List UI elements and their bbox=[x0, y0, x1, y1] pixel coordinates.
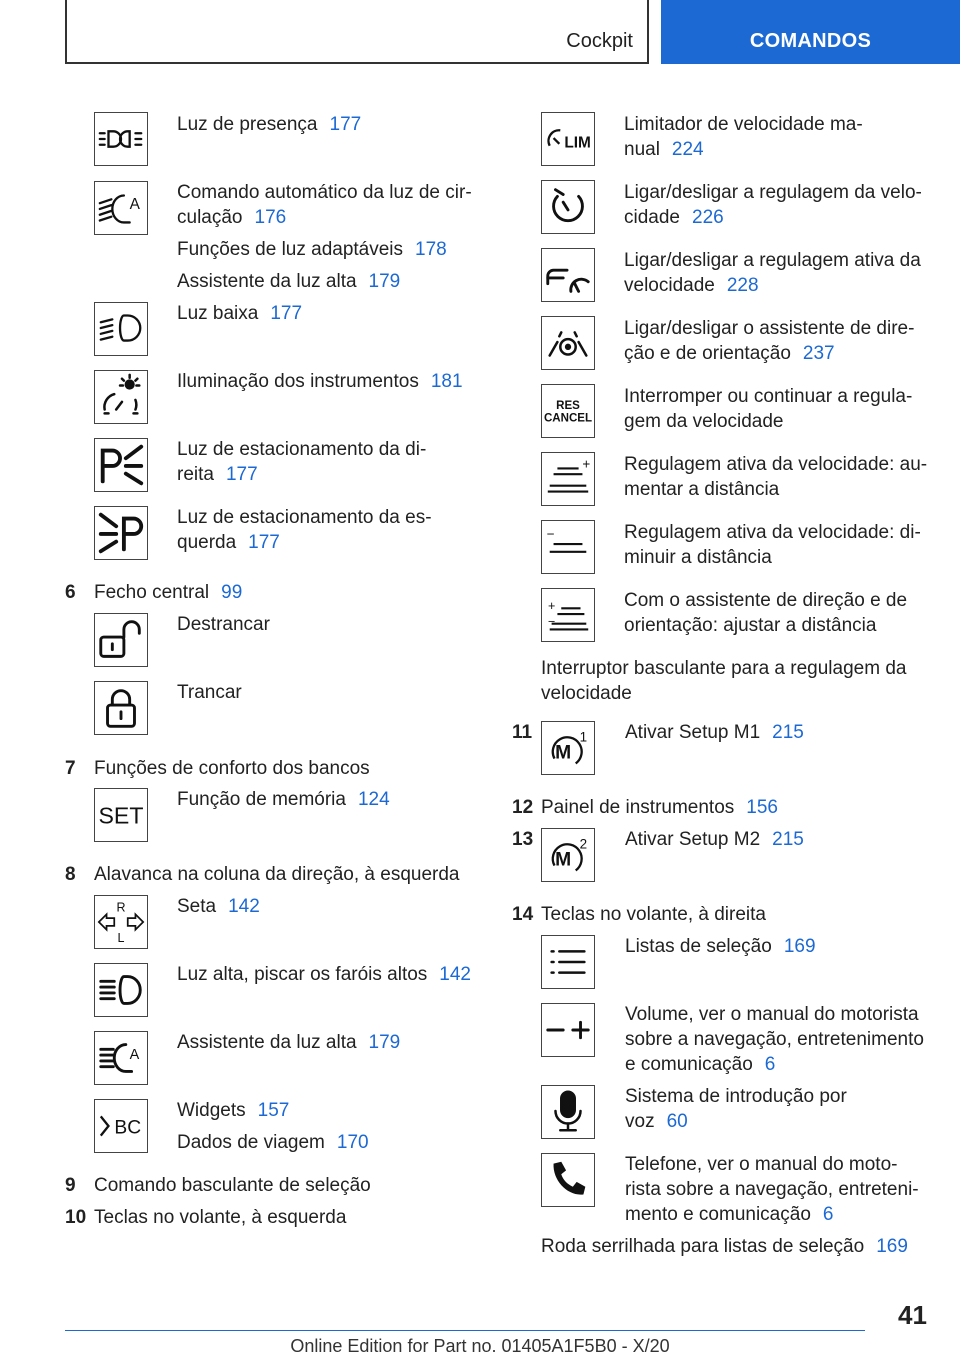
entry-text: Luz de estacionamento da es- bbox=[177, 507, 432, 528]
item-number: 12 bbox=[512, 797, 534, 818]
page-link[interactable]: 224 bbox=[671, 139, 704, 160]
entry-text: velocidade bbox=[541, 683, 632, 704]
entry-limitador bbox=[624, 112, 863, 162]
entry-diminuir-distancia bbox=[624, 520, 921, 570]
svg-text:RES: RES bbox=[556, 400, 580, 413]
entry-text: velocidade bbox=[624, 275, 715, 296]
entry-aumentar-distancia bbox=[624, 452, 927, 502]
entry-fecho-central bbox=[94, 580, 242, 605]
page-link[interactable]: 124 bbox=[357, 789, 390, 810]
svg-text:BC: BC bbox=[114, 1117, 142, 1139]
page-link[interactable]: 237 bbox=[802, 343, 835, 364]
page-link[interactable]: 226 bbox=[692, 207, 724, 228]
page-link[interactable]: 177 bbox=[248, 532, 280, 553]
entry-luz-adaptavel bbox=[177, 237, 447, 262]
entry-text: Ativar Setup M1 bbox=[625, 722, 761, 743]
entry-comando-automatico bbox=[177, 180, 472, 230]
entry-text: ção e de orientação bbox=[624, 343, 791, 364]
turn-signal-icon bbox=[94, 895, 148, 949]
item-number: 13 bbox=[512, 829, 534, 850]
cruise-control-icon bbox=[541, 180, 595, 234]
parking-light-icon bbox=[94, 112, 148, 166]
entry-regulagem-velocidade bbox=[624, 180, 922, 230]
bc-button-icon bbox=[94, 1099, 148, 1153]
entry-text: Luz de presença bbox=[177, 114, 318, 135]
svg-text:LIM: LIM bbox=[564, 134, 591, 152]
footer bbox=[0, 1336, 960, 1357]
item-number: 10 bbox=[65, 1207, 87, 1228]
entry-text: Interromper ou continuar a regula- bbox=[624, 386, 913, 407]
entry-text: Funções de luz adaptáveis bbox=[177, 239, 404, 260]
entry-luz-alta bbox=[177, 962, 471, 987]
svg-text:−: − bbox=[547, 614, 556, 629]
entry-interruptor-basculante bbox=[541, 656, 906, 706]
svg-text:M: M bbox=[555, 742, 572, 764]
entry-text: Telefone, ver o manual do moto- bbox=[625, 1154, 898, 1175]
entry-text: Luz de estacionamento da di- bbox=[177, 439, 427, 460]
item-number: 7 bbox=[65, 758, 76, 779]
entry-text: rista sobre a navegação, entreteni- bbox=[625, 1179, 919, 1200]
svg-text:SET: SET bbox=[98, 802, 144, 829]
entry-seta bbox=[177, 894, 260, 919]
header-chapter: COMANDOS bbox=[749, 30, 872, 52]
entry-text: Interruptor basculante para a regulagem da bbox=[541, 658, 907, 679]
page-link[interactable]: 99 bbox=[221, 582, 243, 603]
entry-text: Listas de seleção bbox=[625, 936, 772, 957]
entry-assistente-luz-alta bbox=[177, 269, 400, 294]
entry-text: Ligar/desligar a regulagem ativa da bbox=[624, 250, 921, 271]
distance-adjust-icon bbox=[541, 588, 595, 642]
page-link[interactable]: 215 bbox=[772, 829, 804, 850]
entry-introducao-voz bbox=[625, 1084, 847, 1134]
volume-icon bbox=[541, 1003, 595, 1057]
res-cancel-icon bbox=[541, 384, 595, 438]
entry-text: Comando automático da luz de cir- bbox=[177, 182, 472, 203]
entry-text: Dados de viagem bbox=[177, 1132, 325, 1153]
header-chapter-tab bbox=[661, 0, 960, 64]
parking-light-right-icon bbox=[94, 438, 148, 492]
low-beam-icon bbox=[94, 302, 148, 356]
entry-luz-baixa bbox=[177, 301, 302, 326]
entry-text: culação bbox=[177, 207, 243, 228]
svg-text:1: 1 bbox=[579, 729, 588, 745]
page-link[interactable]: 169 bbox=[783, 936, 816, 957]
entry-text: minuir a distância bbox=[624, 547, 772, 568]
page-link[interactable]: 142 bbox=[228, 896, 260, 917]
page-number: 41 bbox=[898, 1300, 927, 1330]
speed-limiter-icon bbox=[541, 112, 595, 166]
entry-comando-basculante: Comando basculante de seleção bbox=[94, 1175, 371, 1196]
entry-text: querda bbox=[177, 532, 237, 553]
entry-text: Sistema de introdução por bbox=[625, 1086, 847, 1107]
entry-text: Ativar Setup M2 bbox=[625, 829, 761, 850]
page-link[interactable]: 169 bbox=[876, 1236, 908, 1257]
entry-trancar: Trancar bbox=[177, 682, 242, 703]
automatic-headlight-icon bbox=[94, 181, 148, 235]
entry-text: Roda serrilhada para listas de seleção bbox=[541, 1236, 865, 1257]
entry-text: Regulagem ativa da velocidade: di- bbox=[624, 522, 921, 543]
footer-divider bbox=[65, 1330, 865, 1331]
page-link[interactable]: 157 bbox=[257, 1100, 290, 1121]
distance-decrease-icon bbox=[541, 520, 595, 574]
entry-text: mentar a distância bbox=[624, 479, 780, 500]
entry-dados-viagem bbox=[177, 1130, 369, 1155]
entry-text: Com o assistente de direção e de bbox=[624, 590, 908, 611]
entry-text: Painel de instrumentos bbox=[541, 797, 735, 818]
header-section-box bbox=[65, 0, 649, 64]
item-number: 9 bbox=[65, 1175, 76, 1196]
svg-text:CANCEL: CANCEL bbox=[543, 412, 593, 425]
steering-assistant-icon bbox=[541, 316, 595, 370]
entry-text: Regulagem ativa da velocidade: au- bbox=[624, 454, 928, 475]
entry-text: Fecho central bbox=[94, 582, 210, 603]
high-beam-assistant-icon bbox=[94, 1031, 148, 1085]
entry-assistente-direcao bbox=[624, 316, 914, 366]
page-link[interactable]: 142 bbox=[439, 964, 471, 985]
svg-text:2: 2 bbox=[579, 836, 588, 852]
entry-luz-presenca bbox=[177, 112, 361, 137]
microphone-icon bbox=[541, 1085, 595, 1139]
entry-text: voz bbox=[625, 1111, 655, 1132]
page-link[interactable]: 179 bbox=[368, 1032, 401, 1053]
page-link[interactable]: 170 bbox=[336, 1132, 369, 1153]
page-link[interactable]: 178 bbox=[415, 239, 447, 260]
page-link[interactable]: 60 bbox=[666, 1111, 688, 1132]
setup-m2-icon bbox=[541, 828, 595, 882]
entry-widgets bbox=[177, 1098, 289, 1123]
page-link[interactable]: 177 bbox=[329, 114, 362, 135]
svg-text:+: + bbox=[582, 456, 591, 472]
entry-estacionamento-esquerda bbox=[177, 505, 432, 555]
entry-setup-m2 bbox=[625, 827, 804, 852]
entry-teclas-direita: Teclas no volante, à direita bbox=[541, 904, 766, 925]
entry-regulagem-ativa bbox=[624, 248, 921, 298]
entry-volume bbox=[625, 1002, 924, 1077]
entry-painel-instrumentos bbox=[541, 795, 778, 820]
page-link[interactable]: 181 bbox=[430, 371, 463, 392]
entry-text: nual bbox=[624, 139, 660, 160]
item-number: 8 bbox=[65, 864, 76, 885]
high-beam-icon bbox=[94, 963, 148, 1017]
svg-text:−: − bbox=[546, 526, 555, 542]
entry-funcao-memoria bbox=[177, 787, 390, 812]
setup-m1-icon bbox=[541, 721, 595, 775]
entry-destrancar: Destrancar bbox=[177, 614, 270, 635]
entry-assistente-luz-alta-2 bbox=[177, 1030, 400, 1055]
instrument-lighting-icon bbox=[94, 370, 148, 424]
entry-text: mento e comunicação bbox=[625, 1204, 811, 1225]
header-section: Cockpit bbox=[566, 30, 633, 52]
entry-text: Iluminação dos instrumentos bbox=[177, 371, 419, 392]
entry-setup-m1 bbox=[625, 720, 804, 745]
page-link[interactable]: 156 bbox=[746, 797, 778, 818]
svg-text:R: R bbox=[116, 900, 126, 915]
entry-text: gem da velocidade bbox=[624, 411, 784, 432]
entry-telefone bbox=[625, 1152, 919, 1227]
entry-text: Função de memória bbox=[177, 789, 346, 810]
entry-alavanca: Alavanca na coluna da direção, à esquerda bbox=[94, 864, 460, 885]
memory-set-icon bbox=[94, 788, 148, 842]
svg-text:A: A bbox=[129, 1046, 140, 1063]
lock-icon bbox=[94, 681, 148, 735]
entry-text: Seta bbox=[177, 896, 217, 917]
entry-text: Luz alta, piscar os faróis altos bbox=[177, 964, 428, 985]
distance-increase-icon bbox=[541, 452, 595, 506]
page-link[interactable]: 6 bbox=[822, 1204, 834, 1225]
entry-text: Luz baixa bbox=[177, 303, 259, 324]
list-icon bbox=[541, 935, 595, 989]
entry-text: reita bbox=[177, 464, 214, 485]
entry-text: Assistente da luz alta bbox=[177, 1032, 357, 1053]
entry-listas-selecao bbox=[625, 934, 816, 959]
entry-roda-serrilhada bbox=[541, 1234, 908, 1259]
page-link[interactable]: 228 bbox=[726, 275, 759, 296]
item-number: 6 bbox=[65, 582, 76, 603]
footer-edition: Online Edition for Part no. 01405A1F5B0 - X/20 bbox=[290, 1336, 670, 1356]
svg-text:+: + bbox=[547, 599, 556, 614]
page-link[interactable]: 176 bbox=[254, 207, 287, 228]
entry-text: orientação: ajustar a distância bbox=[624, 615, 877, 636]
item-number: 11 bbox=[512, 722, 533, 743]
entry-text: cidade bbox=[624, 207, 680, 228]
unlock-icon bbox=[94, 613, 148, 667]
svg-text:A: A bbox=[129, 195, 140, 213]
entry-ajustar-distancia bbox=[624, 588, 907, 638]
svg-text:M: M bbox=[555, 849, 572, 871]
item-number: 14 bbox=[512, 904, 534, 925]
entry-text: Volume, ver o manual do motorista bbox=[625, 1004, 919, 1025]
entry-text: e comunicação bbox=[625, 1054, 753, 1075]
entry-text: Ligar/desligar a regulagem da velo- bbox=[624, 182, 922, 203]
entry-iluminacao-instrumentos bbox=[177, 369, 463, 394]
entry-text: Assistente da luz alta bbox=[177, 271, 357, 292]
entry-text: sobre a navegação, entretenimento bbox=[625, 1029, 924, 1050]
entry-estacionamento-direita bbox=[177, 437, 426, 487]
page-link[interactable]: 177 bbox=[270, 303, 303, 324]
entry-text: Widgets bbox=[177, 1100, 246, 1121]
phone-icon bbox=[541, 1153, 595, 1207]
entry-text: Ligar/desligar o assistente de dire- bbox=[624, 318, 915, 339]
entry-teclas-esquerda: Teclas no volante, à esquerda bbox=[94, 1207, 347, 1228]
svg-text:L: L bbox=[117, 931, 125, 946]
page-link[interactable]: 177 bbox=[225, 464, 258, 485]
page-link[interactable]: 6 bbox=[764, 1054, 776, 1075]
parking-light-left-icon bbox=[94, 506, 148, 560]
active-cruise-control-icon bbox=[541, 248, 595, 302]
entry-conforto-bancos: Funções de conforto dos bancos bbox=[94, 758, 370, 779]
page-link[interactable]: 179 bbox=[368, 271, 401, 292]
entry-res-cancel bbox=[624, 384, 912, 434]
entry-text: Limitador de velocidade ma- bbox=[624, 114, 863, 135]
page-link[interactable]: 215 bbox=[772, 722, 804, 743]
